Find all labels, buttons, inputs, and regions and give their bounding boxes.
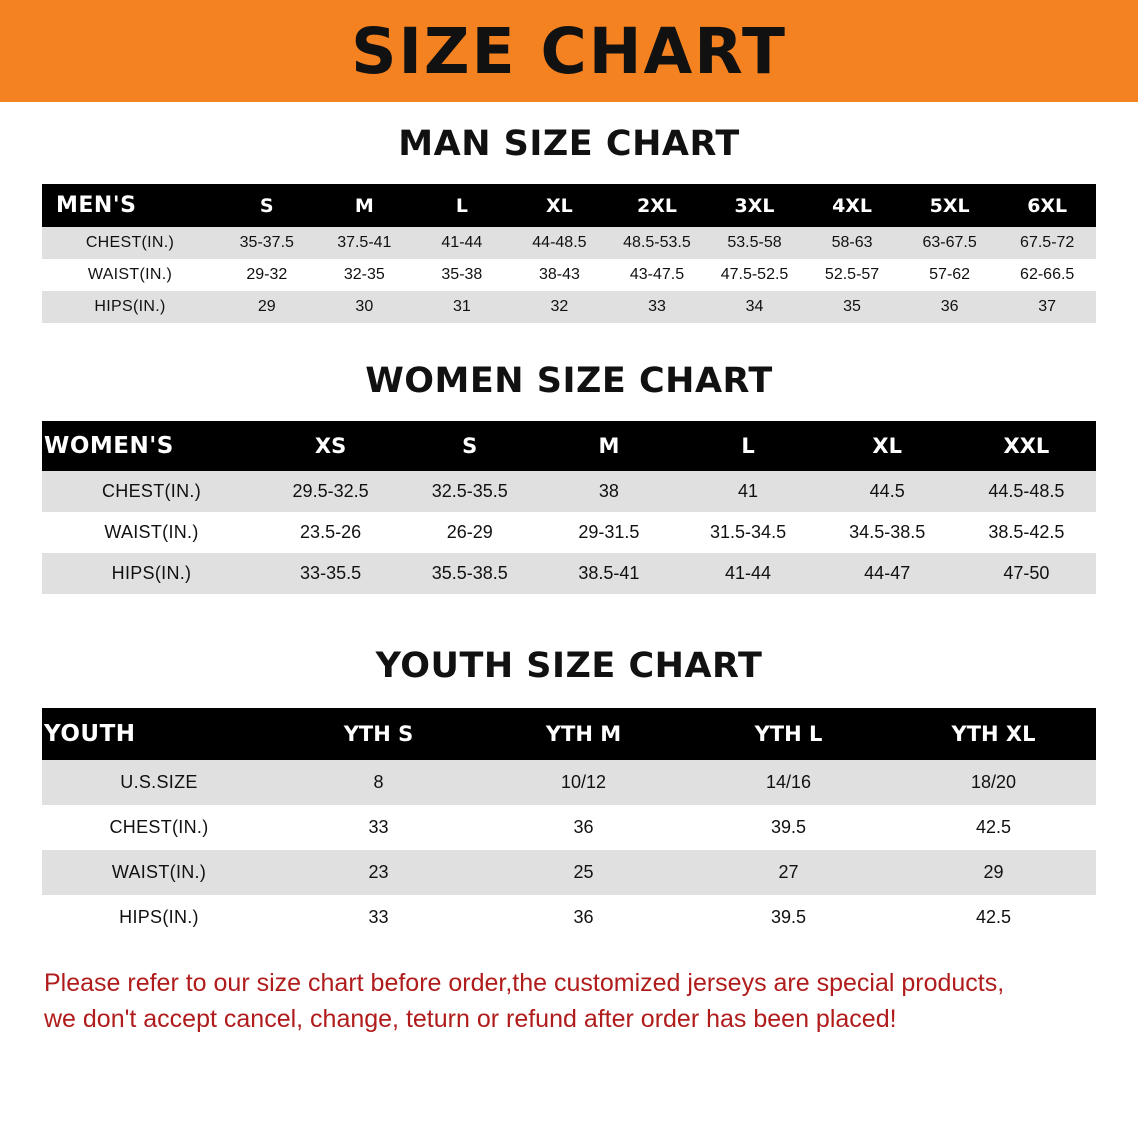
man-col-header: M [316, 184, 414, 227]
youth-cell: 18/20 [891, 760, 1096, 805]
man-cell: 37.5-41 [316, 227, 414, 259]
man-cell: 29 [218, 291, 316, 323]
youth-cell: 39.5 [686, 895, 891, 940]
youth-col-header: YTH S [276, 708, 481, 760]
man-col-header: 4XL [803, 184, 901, 227]
man-size-table [42, 184, 1096, 323]
man-cell: 62-66.5 [998, 259, 1096, 291]
man-size-table-wrapper [42, 184, 1096, 323]
man-cell: 41-44 [413, 227, 511, 259]
man-cell: 38-43 [511, 259, 609, 291]
man-cell: 58-63 [803, 227, 901, 259]
youth-cell: 33 [276, 895, 481, 940]
man-cell: 43-47.5 [608, 259, 706, 291]
women-cell: 38 [539, 471, 678, 512]
table-header-row [42, 708, 1096, 760]
man-table-corner-label: MEN'S [42, 184, 218, 227]
youth-section-title: YOUTH SIZE CHART [375, 646, 763, 686]
youth-cell: 10/12 [481, 760, 686, 805]
youth-cell: 27 [686, 850, 891, 895]
youth-table-body [42, 760, 1096, 940]
women-cell: 38.5-41 [539, 553, 678, 594]
table-row [42, 227, 1096, 259]
women-col-header: L [678, 421, 817, 471]
size-chart-banner [0, 0, 1138, 102]
table-row [42, 291, 1096, 323]
table-row [42, 895, 1096, 940]
women-row-label: WAIST(IN.) [42, 512, 261, 553]
man-cell: 36 [901, 291, 999, 323]
women-row-label: HIPS(IN.) [42, 553, 261, 594]
man-cell: 44-48.5 [511, 227, 609, 259]
man-col-header: 2XL [608, 184, 706, 227]
man-cell: 35-38 [413, 259, 511, 291]
table-header-row [42, 421, 1096, 471]
table-row [42, 850, 1096, 895]
women-cell: 23.5-26 [261, 512, 400, 553]
man-col-header: 6XL [998, 184, 1096, 227]
women-col-header: S [400, 421, 539, 471]
women-cell: 47-50 [957, 553, 1096, 594]
youth-row-label: CHEST(IN.) [42, 805, 276, 850]
order-policy-note-line1: Please refer to our size chart before order,the customized jerseys are special products, [44, 969, 1005, 997]
women-size-table [42, 421, 1096, 594]
man-col-header: L [413, 184, 511, 227]
women-cell: 44-47 [818, 553, 957, 594]
youth-cell: 25 [481, 850, 686, 895]
man-cell: 30 [316, 291, 414, 323]
youth-cell: 33 [276, 805, 481, 850]
order-policy-note-line2: we don't accept cancel, change, teturn or refund after order has been placed! [44, 1004, 897, 1033]
man-cell: 35 [803, 291, 901, 323]
order-policy-note [44, 966, 1094, 1037]
table-row [42, 259, 1096, 291]
youth-row-label: HIPS(IN.) [42, 895, 276, 940]
youth-col-header: YTH M [481, 708, 686, 760]
man-section-title: MAN SIZE CHART [398, 124, 740, 164]
man-cell: 34 [706, 291, 804, 323]
women-cell: 44.5-48.5 [957, 471, 1096, 512]
man-cell: 47.5-52.5 [706, 259, 804, 291]
youth-table-header [42, 708, 1096, 760]
man-cell: 37 [998, 291, 1096, 323]
youth-cell: 29 [891, 850, 1096, 895]
women-cell: 29-31.5 [539, 512, 678, 553]
man-cell: 52.5-57 [803, 259, 901, 291]
man-cell: 32 [511, 291, 609, 323]
man-table-header [42, 184, 1096, 227]
women-cell: 26-29 [400, 512, 539, 553]
man-cell: 67.5-72 [998, 227, 1096, 259]
man-col-header: S [218, 184, 316, 227]
man-cell: 48.5-53.5 [608, 227, 706, 259]
youth-size-table [42, 708, 1096, 940]
man-row-label: HIPS(IN.) [42, 291, 218, 323]
youth-cell: 36 [481, 805, 686, 850]
women-row-label: CHEST(IN.) [42, 471, 261, 512]
man-table-body [42, 227, 1096, 323]
women-cell: 44.5 [818, 471, 957, 512]
women-cell: 31.5-34.5 [678, 512, 817, 553]
man-col-header: XL [511, 184, 609, 227]
youth-cell: 39.5 [686, 805, 891, 850]
women-cell: 41 [678, 471, 817, 512]
women-col-header: XL [818, 421, 957, 471]
women-col-header: M [539, 421, 678, 471]
women-cell: 41-44 [678, 553, 817, 594]
table-header-row [42, 184, 1096, 227]
women-table-header [42, 421, 1096, 471]
women-col-header: XXL [957, 421, 1096, 471]
man-cell: 63-67.5 [901, 227, 999, 259]
table-row [42, 760, 1096, 805]
youth-cell: 23 [276, 850, 481, 895]
man-cell: 57-62 [901, 259, 999, 291]
youth-cell: 14/16 [686, 760, 891, 805]
women-cell: 32.5-35.5 [400, 471, 539, 512]
women-cell: 29.5-32.5 [261, 471, 400, 512]
youth-cell: 42.5 [891, 895, 1096, 940]
youth-row-label: U.S.SIZE [42, 760, 276, 805]
youth-row-label: WAIST(IN.) [42, 850, 276, 895]
women-size-table-wrapper [42, 421, 1096, 594]
man-row-label: CHEST(IN.) [42, 227, 218, 259]
women-section-title: WOMEN SIZE CHART [365, 361, 773, 401]
man-col-header: 5XL [901, 184, 999, 227]
women-col-header: XS [261, 421, 400, 471]
man-cell: 35-37.5 [218, 227, 316, 259]
youth-cell: 36 [481, 895, 686, 940]
page-title: SIZE CHART [351, 14, 787, 88]
table-row [42, 512, 1096, 553]
youth-col-header: YTH L [686, 708, 891, 760]
youth-cell: 8 [276, 760, 481, 805]
man-row-label: WAIST(IN.) [42, 259, 218, 291]
man-cell: 33 [608, 291, 706, 323]
youth-table-corner-label: YOUTH [42, 708, 276, 760]
women-table-corner-label: WOMEN'S [42, 421, 261, 471]
table-row [42, 471, 1096, 512]
women-table-body [42, 471, 1096, 594]
man-cell: 32-35 [316, 259, 414, 291]
man-cell: 53.5-58 [706, 227, 804, 259]
women-cell: 38.5-42.5 [957, 512, 1096, 553]
women-cell: 34.5-38.5 [818, 512, 957, 553]
man-col-header: 3XL [706, 184, 804, 227]
youth-col-header: YTH XL [891, 708, 1096, 760]
man-cell: 29-32 [218, 259, 316, 291]
man-cell: 31 [413, 291, 511, 323]
table-row [42, 553, 1096, 594]
women-cell: 33-35.5 [261, 553, 400, 594]
women-cell: 35.5-38.5 [400, 553, 539, 594]
youth-cell: 42.5 [891, 805, 1096, 850]
table-row [42, 805, 1096, 850]
youth-size-table-wrapper [42, 708, 1096, 940]
